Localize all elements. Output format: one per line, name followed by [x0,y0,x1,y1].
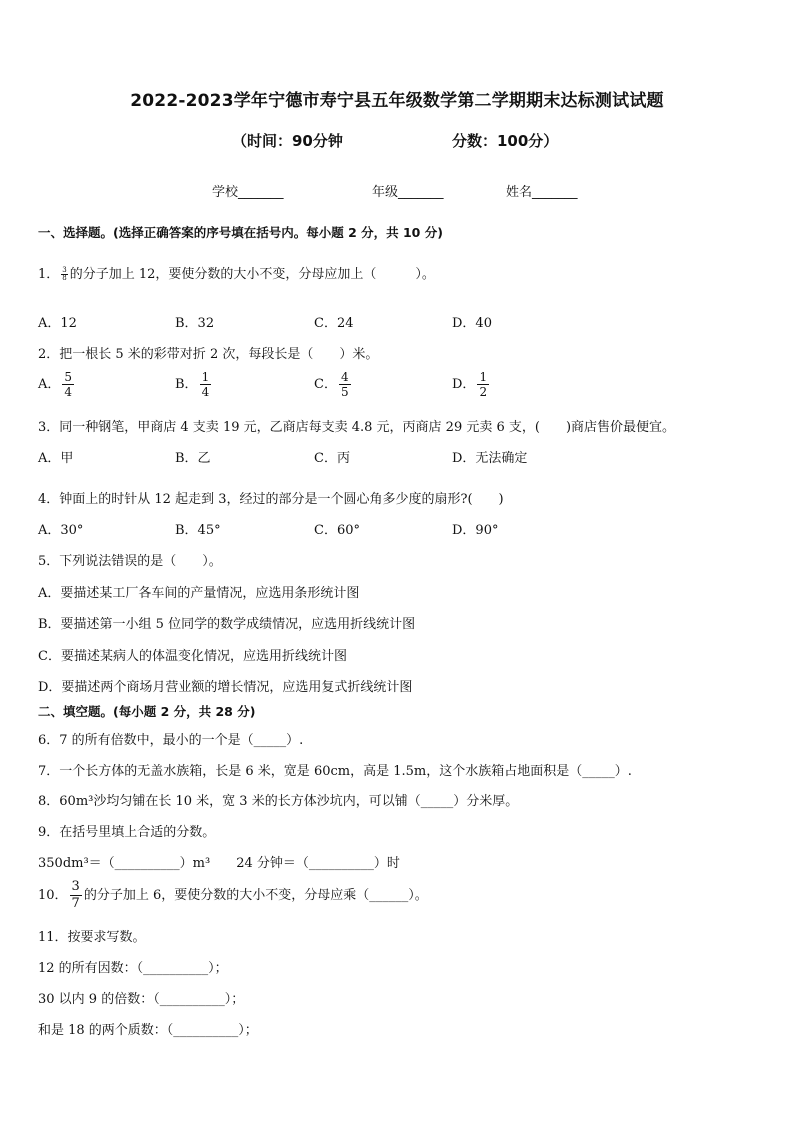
question-8: 8．60m³沙均匀铺在长 10 米，宽 3 米的长方体沙坑内，可以铺（_____）分米厚。 [38,794,519,809]
fraction [200,370,212,399]
option-c [314,370,353,399]
option-label: C． [314,377,337,392]
option-label: A． [38,377,61,392]
option-d: D．无法确定 [452,451,528,466]
option-d [452,370,491,399]
option-c: C．要描述某病人的体温变化情况，应选用折线统计图 [38,649,347,664]
question-3: 3．同一种钢笔，甲商店 4 支卖 19 元，乙商店每支卖 4.8 元，丙商店 29 元卖 6 支，( )商店售价最便宜。 [38,420,676,435]
option-label: D． [452,377,476,392]
fraction [61,267,67,282]
fraction-denominator: 7 [71,896,80,911]
fraction-denominator: 8 [62,274,67,282]
fraction-denominator: 4 [64,385,73,399]
question-6: 6．7 的所有倍数中，最小的一个是（_____）. [38,733,304,748]
option-b: B．45° [175,523,221,538]
school-field: 学校_______ [212,185,284,200]
fraction-denominator: 2 [479,385,488,399]
option-label: B． [175,377,198,392]
question-11: 11．按要求写数。 [38,930,146,945]
option-a: A．要描述某工厂各车间的产量情况，应选用条形统计图 [38,586,360,601]
fraction-numerator: 5 [64,370,73,384]
option-d: D．要描述两个商场月营业额的增长情况，应选用复式折线统计图 [38,680,413,695]
fraction-numerator: 4 [340,370,349,384]
question-11-b: 30 以内 9 的倍数：（__________）； [38,992,245,1007]
fraction [62,370,74,399]
option-c: C．60° [314,523,360,538]
question-1 [38,263,435,282]
option-a: A．甲 [38,451,74,466]
fraction-denominator: 4 [201,385,210,399]
fraction [477,370,489,399]
question-text: 的分子加上 12，要使分数的大小不变，分母应加上（ ）。 [69,267,435,282]
option-b: B．要描述第一小组 5 位同学的数学成绩情况，应选用折线统计图 [38,617,416,632]
option-a: A．12 [38,316,77,331]
name-field: 姓名_______ [506,185,578,200]
option-d: D．40 [452,316,492,331]
question-9: 9．在括号里填上合适的分数。 [38,825,216,840]
question-11-a: 12 的所有因数：（__________）； [38,961,228,976]
fraction [70,879,82,912]
question-2: 2．把一根长 5 米的彩带对折 2 次，每段长是（ ）米。 [38,347,379,362]
exam-title: 2022-2023学年宁德市寿宁县五年级数学第二学期期末达标测试试题 [130,91,664,111]
question-number: 10． [38,888,68,903]
option-b [175,370,213,399]
fraction-denominator: 5 [340,385,349,399]
fraction-numerator: 1 [479,370,488,384]
option-c: C．丙 [314,451,350,466]
fraction [339,370,351,399]
option-a [38,370,76,399]
question-7: 7．一个长方体的无盖水族箱，长是 6 米，宽是 60cm，高是 1.5m，这个水族箱占地面积是（_____）. [38,764,632,779]
option-c: C．24 [314,316,354,331]
question-11-c: 和是 18 的两个质数：（__________）； [38,1023,258,1038]
question-number: 1． [38,267,60,282]
question-4: 4．钟面上的时针从 12 起走到 3，经过的部分是一个圆心角多少度的扇形?( ) [38,492,504,507]
option-a: A．30° [38,523,84,538]
exam-score: 分数：100分） [452,132,559,150]
question-10 [38,879,428,912]
option-b: B．乙 [175,451,211,466]
option-d: D．90° [452,523,499,538]
section-heading-fill: 二、填空题。(每小题 2 分，共 28 分) [38,704,256,719]
fraction-numerator: 3 [71,879,80,894]
question-9-blanks: 350dm³＝（__________）m³ 24 分钟＝（__________）时 [38,856,400,871]
section-heading-choice: 一、选择题。(选择正确答案的序号填在括号内。每小题 2 分，共 10 分) [38,225,443,240]
question-text: 的分子加上 6，要使分数的大小不变，分母应乘（______）。 [83,888,428,903]
exam-time: （时间：90分钟 [232,132,343,150]
fraction-numerator: 1 [201,370,210,384]
question-5: 5．下列说法错误的是（ ）。 [38,554,222,569]
fraction-numerator: 3 [62,266,67,274]
grade-field: 年级_______ [372,185,444,200]
option-b: B．32 [175,316,215,331]
